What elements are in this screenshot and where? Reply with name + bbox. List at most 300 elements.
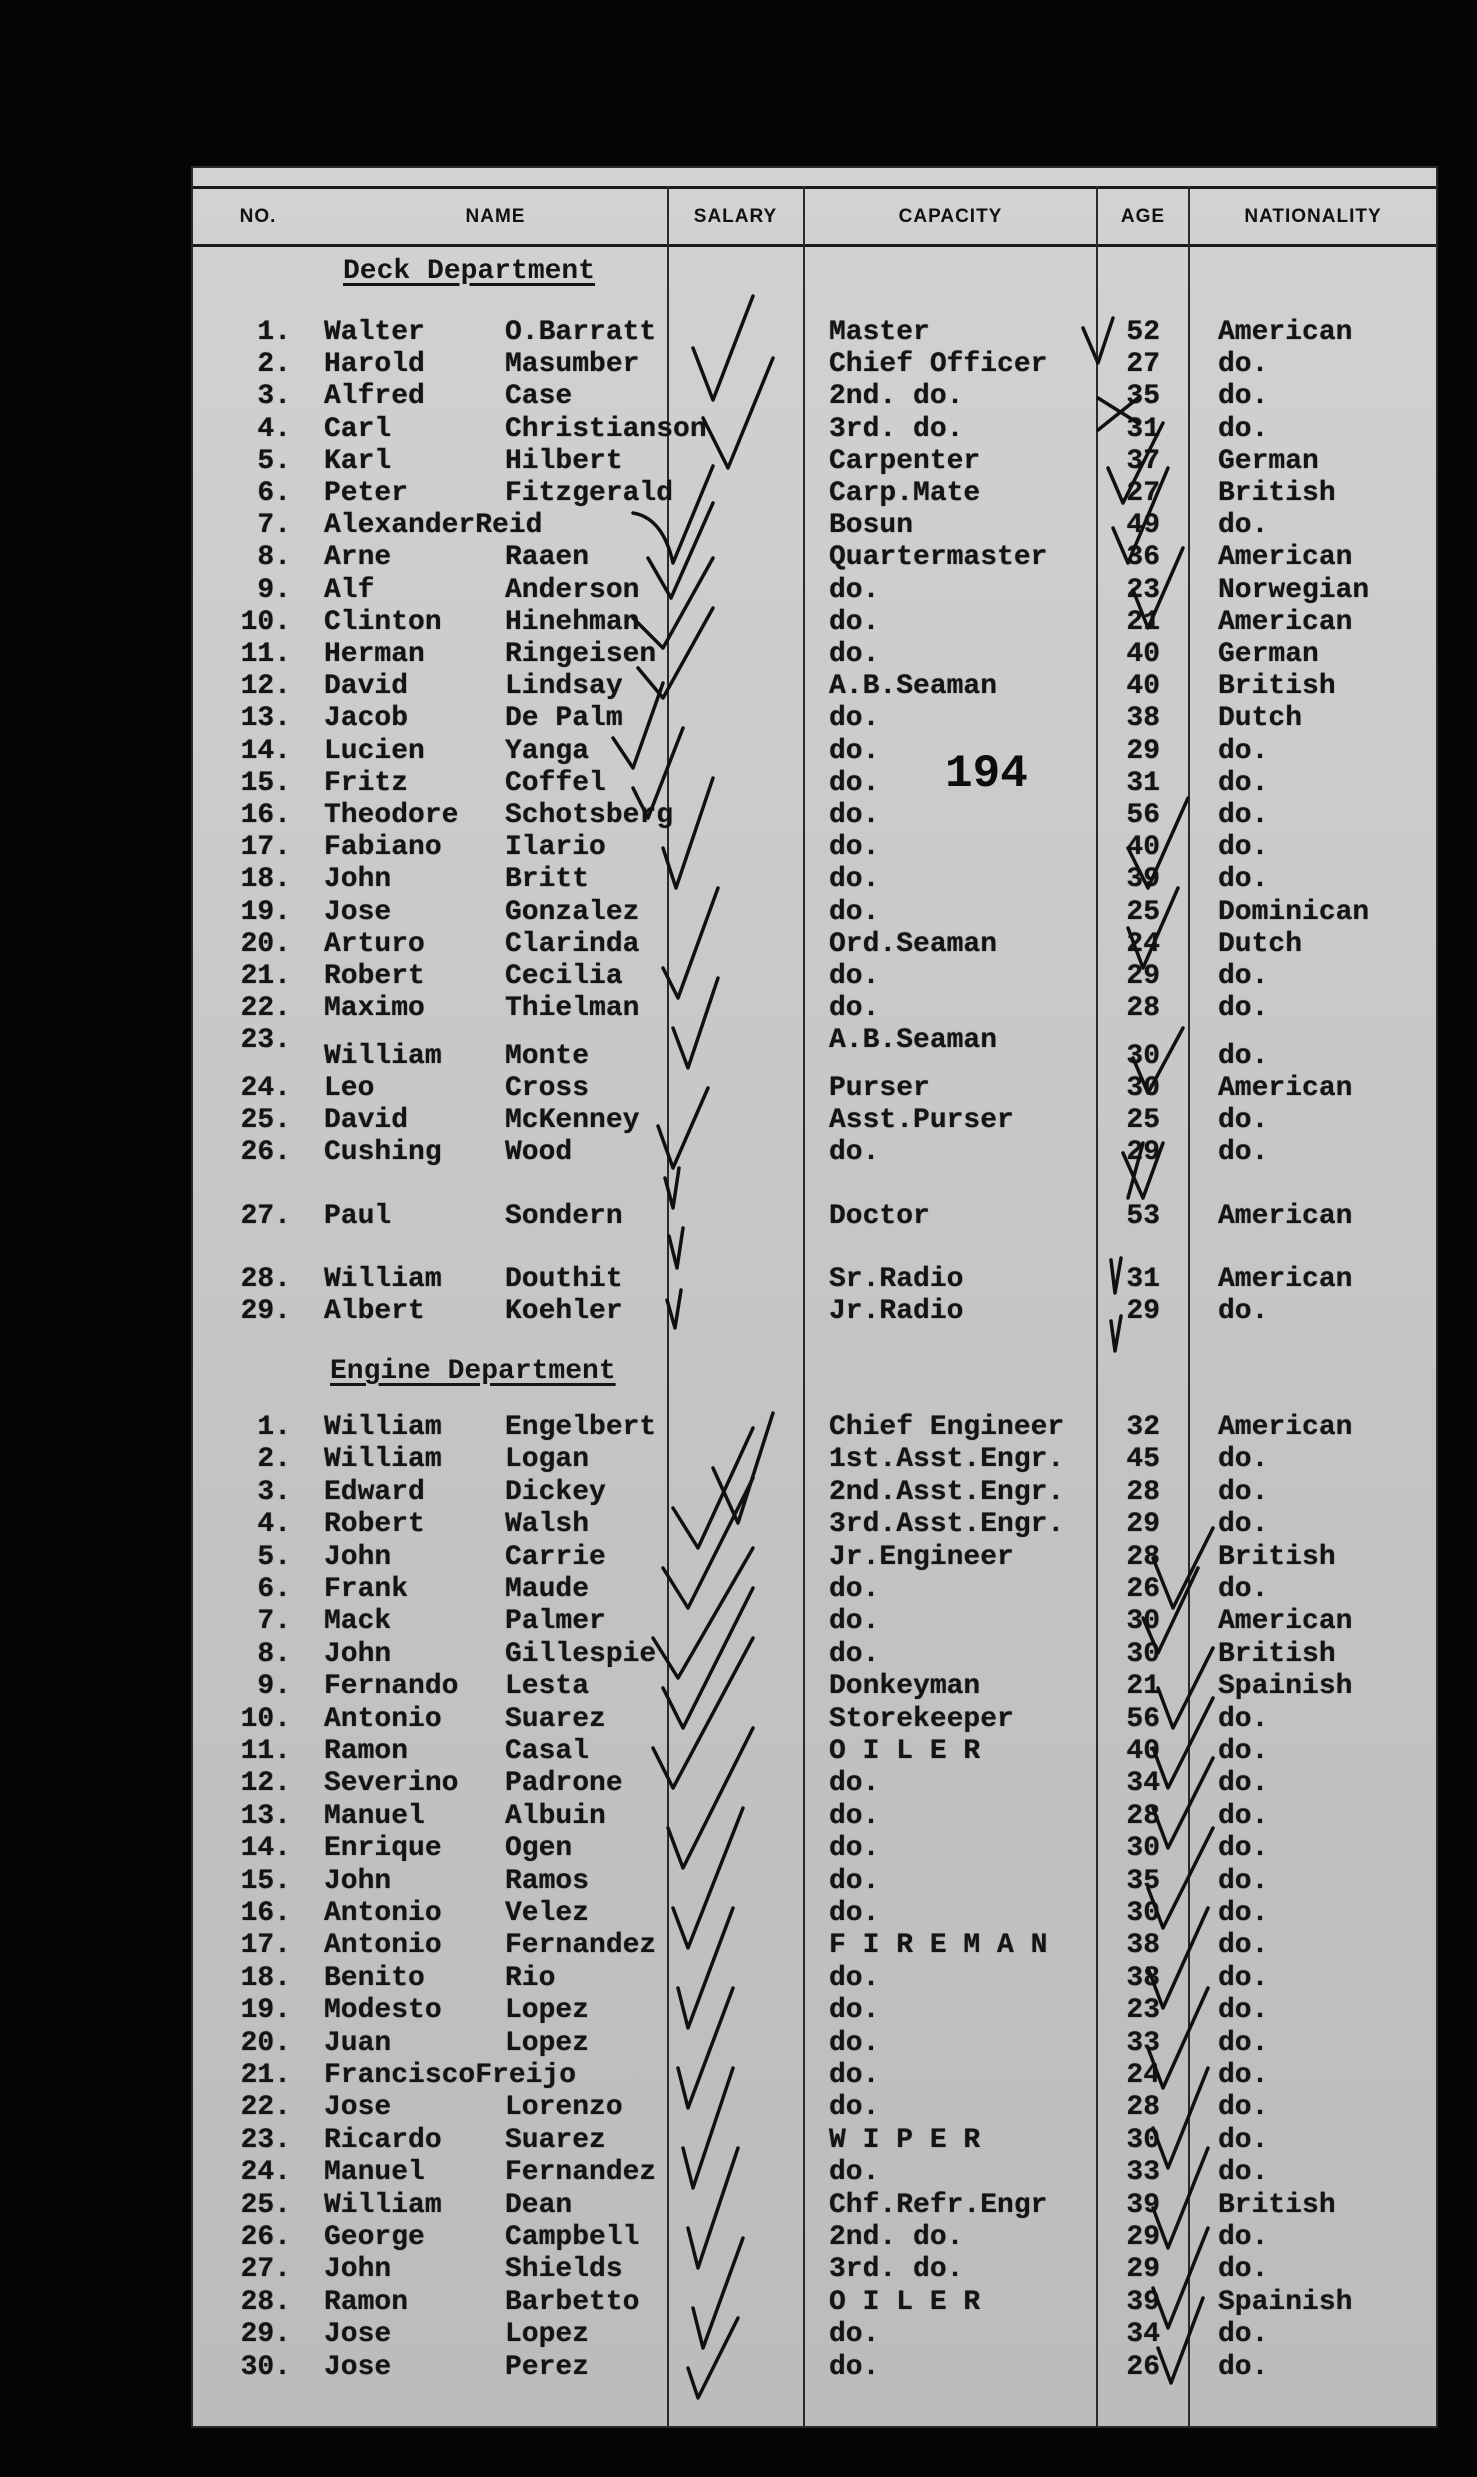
age: 39	[1126, 2189, 1160, 2221]
crew-row	[193, 1768, 1436, 1800]
crew-row	[193, 2092, 1436, 2124]
last-name: Barbetto	[505, 2286, 640, 2318]
last-name: Casal	[505, 1736, 590, 1767]
last-name: Douthit	[505, 1264, 623, 1295]
capacity: do.	[829, 2027, 880, 2059]
capacity: Donkeyman	[829, 1671, 981, 1703]
age: 28	[1126, 1541, 1160, 1573]
first-name: Alf	[324, 574, 375, 606]
first-name: Theodore	[324, 800, 459, 831]
nationality: do.	[1218, 735, 1269, 767]
first-name: John	[324, 1541, 392, 1573]
last-name: Clarinda	[505, 928, 640, 960]
crew-number: 9.	[257, 1671, 291, 1703]
last-name: Campbell	[505, 2222, 640, 2253]
age: 52	[1126, 317, 1160, 348]
first-name: Antonio	[324, 1930, 442, 1962]
capacity: do.	[829, 800, 880, 831]
crew-row	[193, 2190, 1436, 2222]
first-name: Edward	[324, 1476, 425, 1508]
nationality: British	[1218, 2189, 1336, 2221]
crew-number: 9.	[257, 574, 291, 606]
crew-row	[193, 2222, 1436, 2254]
capacity: Jr.Radio	[829, 1296, 964, 1327]
crew-row	[193, 1963, 1436, 1995]
crew-row	[193, 317, 1436, 349]
first-name: John	[324, 1865, 392, 1897]
last-name: Ilario	[505, 832, 606, 864]
crew-row	[193, 446, 1436, 478]
last-name: Wood	[505, 1137, 573, 1168]
capacity: 2nd.Asst.Engr.	[829, 1476, 1065, 1508]
crew-row	[193, 1866, 1436, 1898]
crew-row	[193, 1264, 1436, 1296]
last-name: Fernandez	[505, 2157, 657, 2189]
crew-row	[193, 1801, 1436, 1833]
age: 56	[1126, 1703, 1160, 1735]
crew-row	[193, 1833, 1436, 1865]
first-name: Manuel	[324, 2157, 425, 2189]
age: 34	[1126, 1768, 1160, 1800]
nationality: British	[1218, 1541, 1336, 1573]
last-name: De Palm	[505, 703, 623, 735]
last-name: Lopez	[505, 1995, 590, 2027]
crew-number: 5.	[257, 1541, 291, 1573]
nationality: American	[1218, 1412, 1353, 1443]
capacity: do.	[829, 2157, 880, 2189]
crew-row	[193, 639, 1436, 671]
crew-number: 11.	[240, 639, 291, 670]
age: 26	[1126, 1574, 1160, 1605]
crew-number: 12.	[240, 1768, 291, 1800]
crew-number: 12.	[240, 671, 291, 703]
last-name: Schotsberg	[505, 800, 674, 831]
crew-number: 16.	[240, 800, 291, 831]
last-name: Thielman	[505, 993, 640, 1025]
last-name: Ramos	[505, 1865, 590, 1897]
crew-number: 21.	[240, 961, 291, 992]
age: 30	[1126, 1073, 1160, 1104]
crew-number: 10.	[240, 606, 291, 638]
nationality: do.	[1218, 864, 1269, 896]
first-name: Ramon	[324, 2286, 409, 2318]
nationality: do.	[1218, 2254, 1269, 2286]
first-name: Peter	[324, 478, 409, 509]
age: 40	[1126, 671, 1160, 703]
last-name: Dean	[505, 2189, 573, 2221]
age: 38	[1126, 703, 1160, 735]
last-name: Walsh	[505, 1509, 590, 1541]
age: 21	[1126, 1671, 1160, 1703]
age: 30	[1126, 1041, 1160, 1072]
capacity: Bosun	[829, 510, 914, 542]
crew-row	[193, 1995, 1436, 2027]
crew-number: 24.	[240, 1073, 291, 1104]
first-name: Ricardo	[324, 2124, 442, 2156]
first-name: William	[324, 1041, 442, 1072]
crew-row	[193, 1444, 1436, 1476]
capacity: do.	[829, 1800, 880, 1832]
first-name: William	[324, 2189, 442, 2221]
age: 30	[1126, 1638, 1160, 1670]
crew-row	[193, 1574, 1436, 1606]
capacity: do.	[829, 2060, 880, 2091]
crew-number: 3.	[257, 1476, 291, 1508]
first-name: William	[324, 1412, 442, 1443]
crew-row	[193, 897, 1436, 929]
crew-row	[193, 2254, 1436, 2286]
engine-department-title: Engine Department	[330, 1356, 616, 1387]
age: 26	[1126, 2351, 1160, 2383]
crew-number: 8.	[257, 1638, 291, 1670]
first-name: Jacob	[324, 703, 409, 735]
age: 25	[1126, 896, 1160, 928]
crew-number	[193, 1041, 291, 1073]
capacity: Doctor	[829, 1201, 930, 1232]
last-name: Christianson	[505, 413, 707, 445]
crew-number: 27.	[240, 1201, 291, 1232]
first-name: Clinton	[324, 606, 442, 638]
crew-number: 4.	[257, 413, 291, 445]
crew-number: 23.	[240, 2124, 291, 2156]
capacity: Asst.Purser	[829, 1105, 1014, 1136]
last-name: Fitzgerald	[505, 478, 674, 509]
capacity: Quartermaster	[829, 542, 1048, 574]
first-name: Alfred	[324, 381, 425, 413]
capacity: 3rd. do.	[829, 413, 964, 445]
nationality: do.	[1218, 381, 1269, 413]
nationality: Spainish	[1218, 2286, 1353, 2318]
nationality: do.	[1218, 2060, 1269, 2091]
age: 35	[1126, 1865, 1160, 1897]
last-name: Masumber	[505, 349, 640, 381]
last-name: Engelbert	[505, 1412, 657, 1443]
first-name: AlexanderReid	[324, 510, 543, 542]
age: 40	[1126, 639, 1160, 670]
crew-number: 14.	[240, 735, 291, 767]
last-name: Hilbert	[505, 445, 623, 477]
nationality: British	[1218, 478, 1336, 509]
capacity: Purser	[829, 1073, 930, 1104]
capacity: 3rd. do.	[829, 2254, 964, 2286]
capacity: Ord.Seaman	[829, 928, 998, 960]
crew-row	[193, 2352, 1436, 2384]
capacity: do.	[829, 896, 880, 928]
age: 28	[1126, 993, 1160, 1025]
crew-row	[193, 768, 1436, 800]
crew-number: 2.	[257, 1444, 291, 1476]
age: 38	[1126, 1930, 1160, 1962]
last-name: Lorenzo	[505, 2092, 623, 2124]
capacity: O I L E R	[829, 2286, 981, 2318]
nationality: do.	[1218, 1930, 1269, 1962]
last-name: McKenney	[505, 1105, 640, 1136]
first-name: FranciscoFreijo	[324, 2060, 577, 2091]
last-name: Lopez	[505, 2027, 590, 2059]
age: 28	[1126, 1800, 1160, 1832]
age: 40	[1126, 832, 1160, 864]
capacity: Carp.Mate	[829, 478, 981, 509]
crew-number: 19.	[240, 1995, 291, 2027]
age: 29	[1126, 1137, 1160, 1168]
crew-number: 19.	[240, 896, 291, 928]
first-name: Paul	[324, 1201, 392, 1232]
age: 56	[1126, 800, 1160, 831]
crew-number: 16.	[240, 1898, 291, 1929]
nationality: American	[1218, 317, 1353, 348]
nationality: do.	[1218, 1962, 1269, 1994]
nationality: do.	[1218, 1800, 1269, 1832]
first-name: Manuel	[324, 1800, 425, 1832]
crew-number: 28.	[240, 1264, 291, 1295]
first-name: George	[324, 2222, 425, 2253]
last-name: Lopez	[505, 2319, 590, 2351]
crew-row	[193, 575, 1436, 607]
crew-number: 18.	[240, 1962, 291, 1994]
age: 29	[1126, 1296, 1160, 1327]
capacity: do.	[829, 1865, 880, 1897]
nationality: American	[1218, 1201, 1353, 1232]
age: 32	[1126, 1412, 1160, 1443]
last-name: Anderson	[505, 574, 640, 606]
crew-row	[193, 832, 1436, 864]
first-name: Juan	[324, 2027, 392, 2059]
nationality: do.	[1218, 1736, 1269, 1767]
nationality: do.	[1218, 2027, 1269, 2059]
crew-number: 25.	[240, 1105, 291, 1136]
crew-number: 26.	[240, 1137, 291, 1168]
nationality: do.	[1218, 767, 1269, 799]
nationality: do.	[1218, 2222, 1269, 2253]
nationality: do.	[1218, 2351, 1269, 2383]
age: 23	[1126, 574, 1160, 606]
first-name: Maximo	[324, 993, 425, 1025]
last-name: Dickey	[505, 1476, 606, 1508]
first-name: Herman	[324, 639, 425, 670]
first-name: Fernando	[324, 1671, 459, 1703]
capacity: do.	[829, 606, 880, 638]
age: 39	[1126, 864, 1160, 896]
last-name: Monte	[505, 1041, 590, 1072]
crew-row	[193, 929, 1436, 961]
age: 31	[1126, 1264, 1160, 1295]
crew-number: 11.	[240, 1736, 291, 1767]
crew-row	[193, 1930, 1436, 1962]
nationality: do.	[1218, 1768, 1269, 1800]
crew-number: 21.	[240, 2060, 291, 2091]
nationality: do.	[1218, 800, 1269, 831]
crew-row	[193, 961, 1436, 993]
crew-row	[193, 1041, 1436, 1073]
capacity: O I L E R	[829, 1736, 981, 1767]
nationality: do.	[1218, 1833, 1269, 1865]
last-name: Suarez	[505, 2124, 606, 2156]
crew-number: 15.	[240, 1865, 291, 1897]
nationality: do.	[1218, 1865, 1269, 1897]
first-name: Lucien	[324, 735, 425, 767]
age: 30	[1126, 1898, 1160, 1929]
first-name: Ramon	[324, 1736, 409, 1767]
crew-row	[193, 1509, 1436, 1541]
crew-row	[193, 2060, 1436, 2092]
age: 29	[1126, 961, 1160, 992]
crew-row	[193, 349, 1436, 381]
capacity: do.	[829, 639, 880, 670]
capacity: do.	[829, 574, 880, 606]
nationality: do.	[1218, 2319, 1269, 2351]
nationality: do.	[1218, 413, 1269, 445]
capacity: do.	[829, 735, 880, 767]
nationality: do.	[1218, 1476, 1269, 1508]
capacity: 2nd. do.	[829, 2222, 964, 2253]
age: 33	[1126, 2027, 1160, 2059]
capacity: do.	[829, 1995, 880, 2027]
nationality: American	[1218, 1264, 1353, 1295]
first-name: Mack	[324, 1606, 392, 1638]
first-name: Enrique	[324, 1833, 442, 1865]
crew-number: 7.	[257, 1606, 291, 1638]
age: 21	[1126, 606, 1160, 638]
last-name: Hinehman	[505, 606, 640, 638]
first-name: Jose	[324, 2092, 392, 2124]
nationality: do.	[1218, 510, 1269, 542]
capacity: A.B.Seaman	[829, 1025, 998, 1057]
capacity: Storekeeper	[829, 1703, 1014, 1735]
header-capacity: CAPACITY	[898, 206, 1003, 227]
crew-row	[193, 478, 1436, 510]
crew-number: 25.	[240, 2189, 291, 2221]
first-name: Robert	[324, 1509, 425, 1541]
crew-number: 13.	[240, 1800, 291, 1832]
crew-number: 24.	[240, 2157, 291, 2189]
crew-number: 22.	[240, 2092, 291, 2124]
first-name: Modesto	[324, 1995, 442, 2027]
last-name: Logan	[505, 1444, 590, 1476]
nationality: American	[1218, 1073, 1353, 1104]
age: 31	[1126, 767, 1160, 799]
nationality: Dutch	[1218, 703, 1303, 735]
capacity: Jr.Engineer	[829, 1541, 1014, 1573]
nationality: do.	[1218, 1898, 1269, 1929]
first-name: Severino	[324, 1768, 459, 1800]
crew-row	[193, 703, 1436, 735]
crew-row	[193, 1704, 1436, 1736]
crew-row	[193, 1073, 1436, 1105]
capacity: do.	[829, 864, 880, 896]
age: 49	[1126, 510, 1160, 542]
last-name: Suarez	[505, 1703, 606, 1735]
age: 23	[1126, 1995, 1160, 2027]
capacity: do.	[829, 993, 880, 1025]
capacity: do.	[829, 1833, 880, 1865]
last-name: Velez	[505, 1898, 590, 1929]
nationality: do.	[1218, 1137, 1269, 1168]
first-name: Karl	[324, 445, 392, 477]
age: 35	[1126, 381, 1160, 413]
crew-number: 29.	[240, 1296, 291, 1327]
last-name: Lindsay	[505, 671, 623, 703]
capacity: Chf.Refr.Engr	[829, 2189, 1048, 2221]
crew-row	[193, 1137, 1436, 1169]
first-name: David	[324, 1105, 409, 1136]
capacity: do.	[829, 2351, 880, 2383]
header-name: NAME	[465, 206, 526, 227]
capacity: W I P E R	[829, 2124, 981, 2156]
age: 29	[1126, 735, 1160, 767]
crew-number: 6.	[257, 478, 291, 509]
first-name: David	[324, 671, 409, 703]
nationality: do.	[1218, 2124, 1269, 2156]
crew-number: 8.	[257, 542, 291, 574]
capacity: 2nd. do.	[829, 381, 964, 413]
crew-number: 27.	[240, 2254, 291, 2286]
capacity: F I R E M A N	[829, 1930, 1048, 1962]
page-stamp-number: 194	[945, 748, 1028, 800]
age: 24	[1126, 928, 1160, 960]
nationality: British	[1218, 1638, 1336, 1670]
nationality: do.	[1218, 993, 1269, 1025]
capacity: do.	[829, 1574, 880, 1605]
capacity: do.	[829, 961, 880, 992]
nationality: Dominican	[1218, 896, 1370, 928]
nationality: American	[1218, 606, 1353, 638]
crew-row	[193, 542, 1436, 574]
first-name: Antonio	[324, 1703, 442, 1735]
crew-list-sheet	[193, 168, 1436, 2426]
crew-number: 20.	[240, 2027, 291, 2059]
capacity: Chief Engineer	[829, 1412, 1065, 1443]
crew-number: 10.	[240, 1703, 291, 1735]
crew-number: 22.	[240, 993, 291, 1025]
first-name: William	[324, 1444, 442, 1476]
column-header-bar	[193, 186, 1436, 247]
capacity: do.	[829, 1898, 880, 1929]
first-name: Benito	[324, 1962, 425, 1994]
crew-number: 26.	[240, 2222, 291, 2253]
capacity: do.	[829, 1137, 880, 1168]
nationality: do.	[1218, 1105, 1269, 1136]
crew-number: 7.	[257, 510, 291, 542]
nationality: British	[1218, 671, 1336, 703]
first-name: Albert	[324, 1296, 425, 1327]
first-name: Fritz	[324, 767, 409, 799]
first-name: William	[324, 1264, 442, 1295]
last-name: Padrone	[505, 1768, 623, 1800]
nationality: Spainish	[1218, 1671, 1353, 1703]
nationality: do.	[1218, 1041, 1269, 1072]
age: 30	[1126, 2124, 1160, 2156]
first-name: Harold	[324, 349, 425, 381]
first-name: Cushing	[324, 1137, 442, 1168]
age: 31	[1126, 413, 1160, 445]
crew-row	[193, 736, 1436, 768]
crew-number: 28.	[240, 2286, 291, 2318]
capacity: do.	[829, 767, 880, 799]
age: 30	[1126, 1833, 1160, 1865]
crew-row	[193, 1105, 1436, 1137]
age: 27	[1126, 349, 1160, 381]
age: 24	[1126, 2060, 1160, 2091]
age: 45	[1126, 1444, 1160, 1476]
capacity: Sr.Radio	[829, 1264, 964, 1295]
age: 39	[1126, 2286, 1160, 2318]
nationality: do.	[1218, 2092, 1269, 2124]
nationality: American	[1218, 1606, 1353, 1638]
crew-row	[193, 2028, 1436, 2060]
crew-row	[193, 1542, 1436, 1574]
nationality: do.	[1218, 349, 1269, 381]
last-name: Case	[505, 381, 573, 413]
